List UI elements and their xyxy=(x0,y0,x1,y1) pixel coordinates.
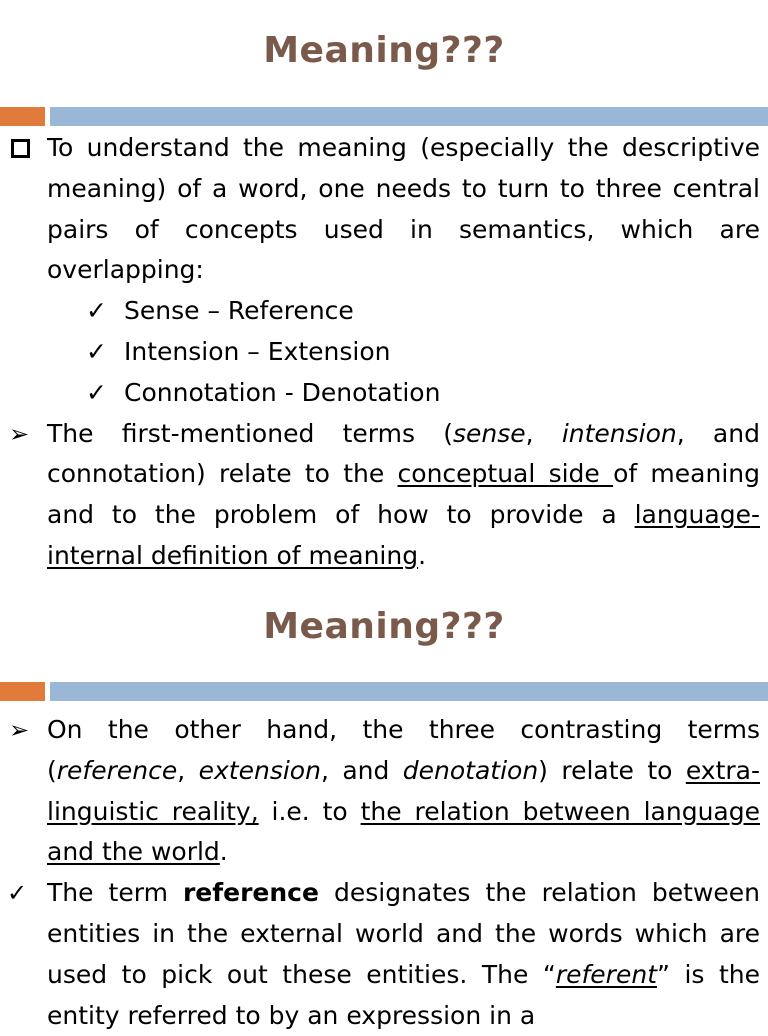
checkmark-icon: ✓ xyxy=(86,336,107,366)
sub-list-item xyxy=(0,291,760,332)
sub-list-item xyxy=(0,332,760,373)
accent-bar-blue xyxy=(50,107,768,126)
paragraph-text: To understand the meaning (especially the descriptive meaning) of a word, one needs to turn to three central pairs of concepts used in semantics, which are overlapping: xyxy=(47,133,760,285)
sub-list-label: Intension – Extension xyxy=(124,336,391,366)
accent-bar-orange xyxy=(0,107,45,126)
underlined-phrase: conceptual side xyxy=(397,459,614,489)
sub-list-item xyxy=(0,373,760,414)
sub-list-label: Sense – Reference xyxy=(124,296,354,326)
square-bullet-icon xyxy=(11,139,30,158)
list-item xyxy=(0,128,760,291)
sub-list-label: Connotation - Denotation xyxy=(124,377,441,407)
underlined-phrase: language-internal definition of meaning xyxy=(47,500,760,570)
list-item: ➢ The first-mentioned terms (sense, intension, and connotation) relate to the conceptual side of meaning and to the problem of how to provide a language-internal definition of meaning. xyxy=(0,414,760,577)
checkmark-icon: ✓ xyxy=(86,377,107,407)
list-item: ✓ The term reference designates the relation between entities in the external world and the words which are used to pick out these entities. The “referent” is the entity referred to by an expression in a xyxy=(0,873,760,1036)
underlined-phrase: referent xyxy=(555,959,657,989)
arrowhead-bullet-icon: ➢ xyxy=(9,716,30,744)
accent-bar-orange xyxy=(0,682,45,701)
arrowhead-bullet-icon: ➢ xyxy=(9,419,30,448)
underlined-phrase: extra-linguistic reality, xyxy=(47,755,760,826)
accent-bar-blue xyxy=(50,682,768,701)
underlined-phrase: the relation between language and the world xyxy=(47,796,760,867)
slide-2 xyxy=(0,596,768,1030)
checkmark-icon: ✓ xyxy=(7,879,28,908)
checkmark-icon: ✓ xyxy=(86,296,107,326)
slide-body xyxy=(0,710,760,1036)
slide-title: Meaning??? xyxy=(263,606,505,647)
slide-body xyxy=(0,128,760,577)
slide-title: Meaning??? xyxy=(263,30,505,71)
list-item: ➢ On the other hand, the three contrasting terms (reference, extension, and denotation) relate to extra-linguistic reality, i.e. to the relation between language and the world. xyxy=(0,710,760,873)
